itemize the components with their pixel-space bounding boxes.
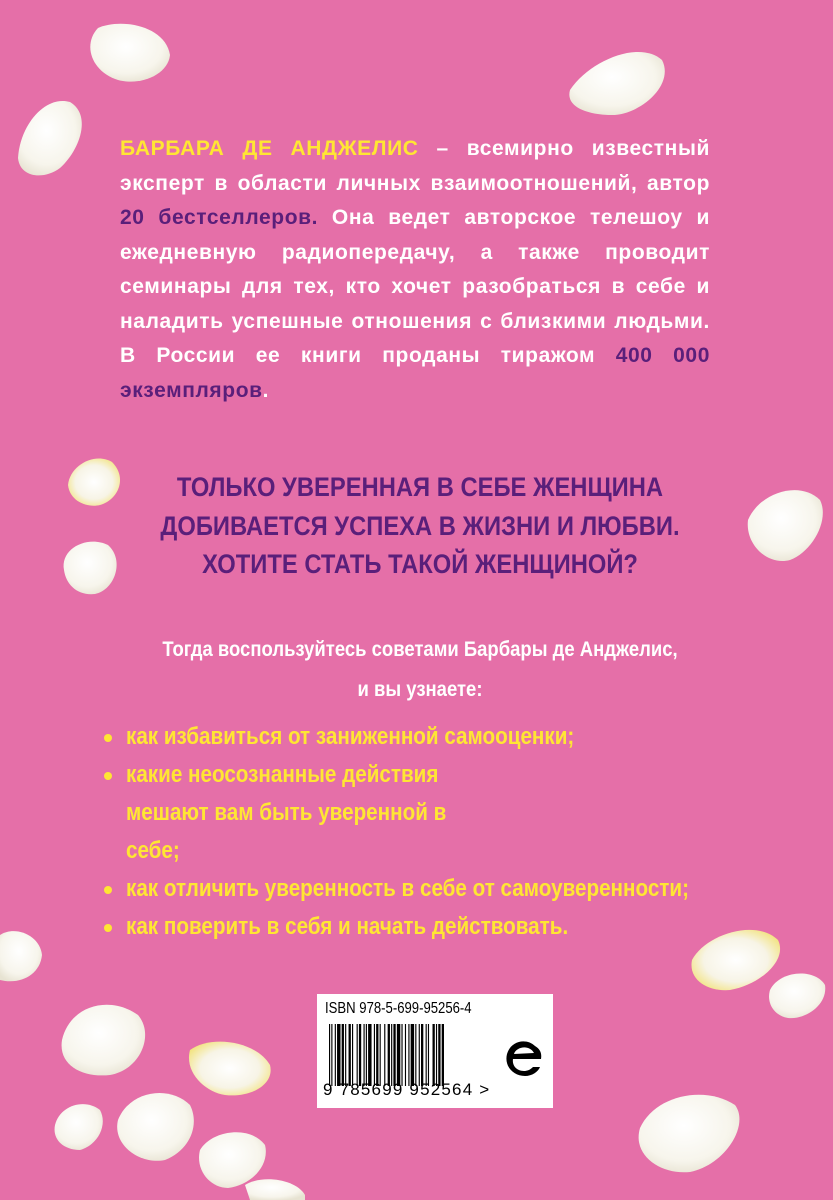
list-item: какие неосознанные действия мешают вам быть уверенной в себе; [100, 756, 760, 870]
petal [199, 1132, 266, 1188]
bullet-dot-icon [104, 734, 112, 742]
petal [68, 459, 120, 506]
bio-text-3: . [262, 378, 270, 402]
intro-line-1: Тогда воспользуйтесь советами Барбары де Анджелис, [162, 638, 678, 661]
petal [0, 931, 42, 981]
list-item: как отличить уверенность в себе от самоуверенности; [100, 870, 760, 908]
headline-line-2: ДОБИВАЕТСЯ УСПЕХА В ЖИЗНИ И ЛЮБВИ. [160, 510, 680, 541]
headline-line-1: ТОЛЬКО УВЕРЕННАЯ В СЕБЕ ЖЕНЩИНА [176, 472, 664, 502]
headline-line-3: ХОТИТЕ СТАТЬ ТАКОЙ ЖЕНЩИНОЙ? [202, 549, 638, 579]
petal [748, 490, 823, 561]
bullet-dot-icon [104, 772, 112, 780]
petal [189, 1042, 271, 1096]
petal [62, 1005, 146, 1076]
petal [64, 542, 117, 595]
copies-count: 400 000 экземпляров [120, 344, 710, 402]
intro-line-2: и вы узнаете: [357, 678, 483, 701]
petal [18, 101, 82, 175]
barcode-panel [317, 994, 553, 1108]
petal [90, 24, 170, 82]
author-bio [120, 132, 710, 408]
petal [769, 974, 825, 1019]
author-name: БАРБАРА ДЕ АНДЖЕЛИС [120, 137, 419, 160]
bio-text-1: – всемирно известный эксперт в области личных взаимоотношений, автор [120, 137, 710, 195]
petal [117, 1093, 194, 1161]
bullet-dot-icon [104, 886, 112, 894]
list-item: как избавиться от заниженной самооценки; [100, 718, 760, 756]
bullet-dot-icon [104, 924, 112, 932]
bio-text-2: Она ведет авторское телешоу и ежедневную радиопередачу, а также проводит семинары для тех, кто хочет разобраться в себе и наладить успешные отношения с близкими людьми. В России ее книги проданы тиражом [120, 206, 710, 367]
list-item: как поверить в себя и начать действовать. [100, 908, 760, 946]
petal [569, 52, 664, 115]
headline [156, 468, 684, 584]
petal [55, 1104, 103, 1150]
petal [639, 1095, 740, 1173]
barcode-icon [329, 1024, 494, 1086]
isbn-number: ISBN 978-5-699-95256-4 [325, 1000, 472, 1017]
publisher-logo-icon [499, 1034, 547, 1082]
ean-number: 9 785699 952564 > [323, 1080, 491, 1099]
petal [245, 1179, 305, 1200]
intro-text [156, 630, 684, 710]
benefits-list [100, 718, 760, 946]
books-count: 20 бестселлеров. [120, 206, 319, 229]
